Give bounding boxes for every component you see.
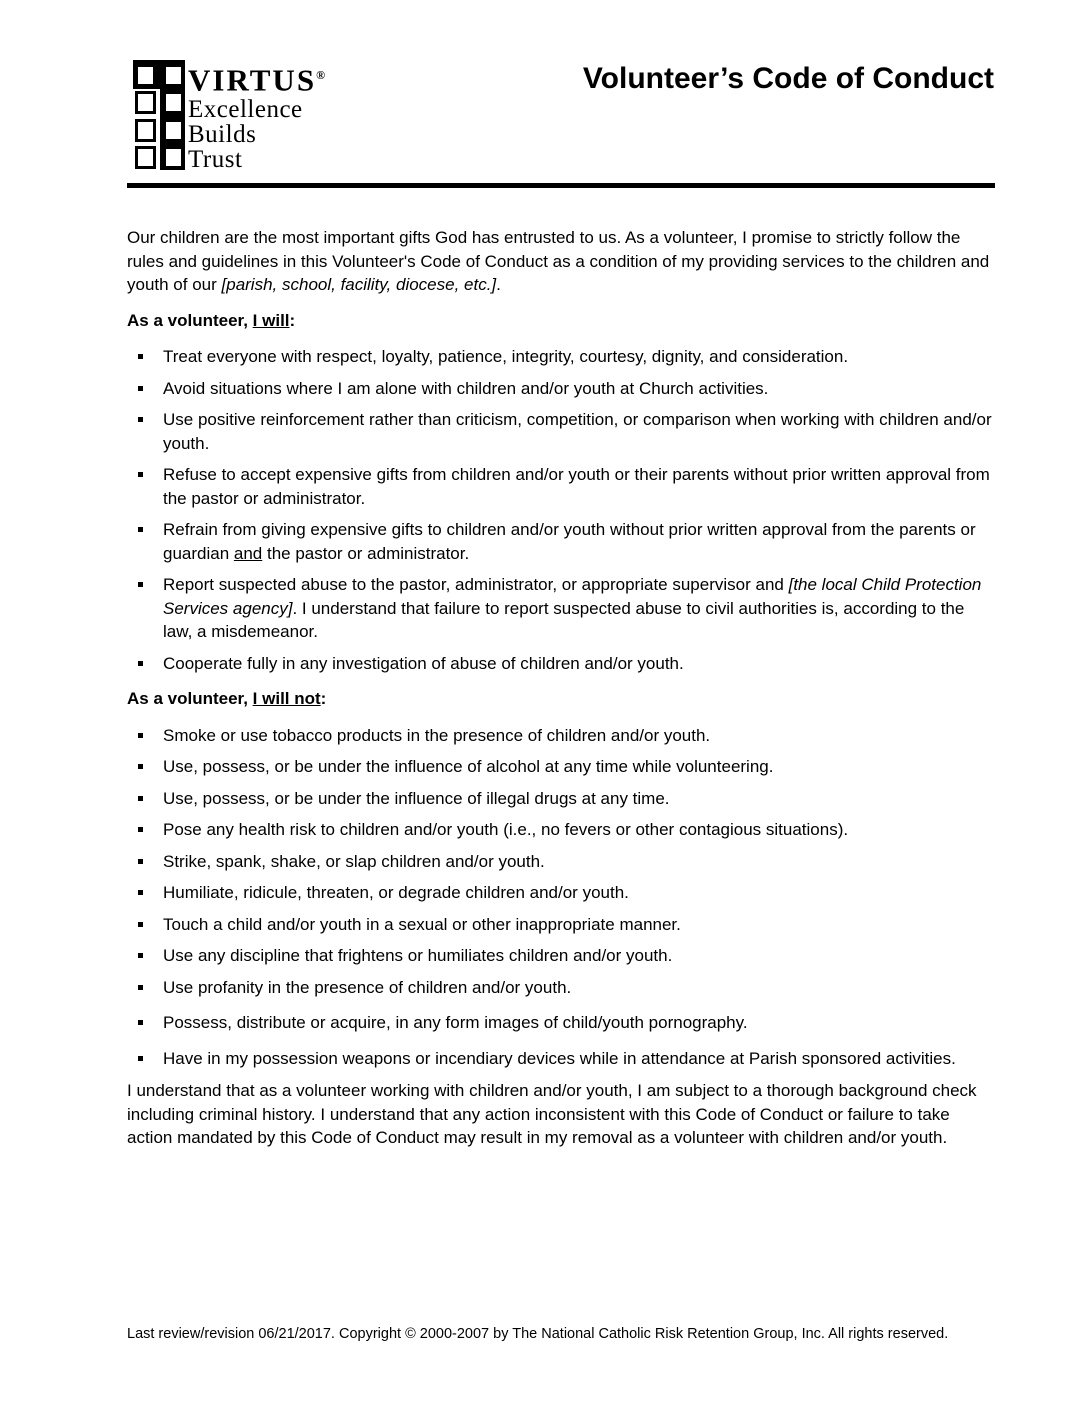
virtus-cross-icon — [133, 60, 185, 170]
bullet-item — [127, 1011, 993, 1035]
italic-text: [the local Child Protection Services agency] — [163, 575, 982, 618]
cross-square — [163, 119, 184, 142]
bullet-item — [127, 976, 993, 1000]
bullet-item — [127, 755, 993, 779]
virtus-brand-name — [188, 58, 325, 97]
code-section — [127, 687, 993, 1070]
cross-square — [163, 64, 184, 87]
text-segment: Use any discipline that frightens or humiliates children and/or youth. — [163, 946, 673, 965]
text-segment: the pastor or administrator. — [262, 543, 470, 563]
text-segment: Cooperate fully in any investigation of abuse of children and/or youth. — [163, 653, 684, 673]
bullet-item — [127, 463, 993, 510]
text-segment: Report suspected abuse to the pastor, administrator, or appropriate supervisor and — [163, 575, 789, 594]
underlined-text: and — [233, 543, 263, 563]
intro-paragraph — [127, 226, 993, 297]
text-segment: As a volunteer, — [127, 689, 253, 708]
text-segment: Refuse to accept expensive gifts from children and/or youth or their parents without prior written approval from the pastor or administrator. — [163, 465, 990, 508]
bullet-item — [127, 408, 993, 455]
virtus-logo — [188, 58, 325, 172]
text-segment: Avoid situations where I am alone with children and/or youth at Church activities. — [163, 378, 769, 398]
section-heading — [127, 309, 993, 333]
text-segment: Have in my possession weapons or incendiary devices while in attendance at Parish sponsored activities. — [163, 1048, 956, 1068]
page-title: Volunteer’s Code of Conduct — [582, 62, 994, 95]
header-rule — [127, 183, 995, 188]
text-segment: As a volunteer, — [127, 310, 253, 330]
logo-tagline-line: Trust — [188, 146, 243, 174]
closing-paragraph: I understand that as a volunteer working with children and/or youth, I am subject to a thorough background check including criminal history. I understand that any action inconsistent with this Code of Conduct or failure to take action mandated by this Code of Conduct may result in my removal as a volunteer with children and/or youth. — [127, 1081, 977, 1147]
text-segment: Possess, distribute or acquire, in any form images of child/youth pornography. — [163, 1013, 748, 1032]
cross-square — [163, 91, 184, 114]
text-segment: Treat everyone with respect, loyalty, patience, integrity, courtesy, dignity, and consideration. — [163, 347, 849, 366]
brand-text: VIRTUS — [188, 62, 317, 98]
text-segment: Use, possess, or be under the influence of alcohol at any time while volunteering. — [163, 757, 774, 776]
text-segment: Use positive reinforcement rather than criticism, competition, or comparison when working with children and/or youth. — [163, 410, 992, 453]
text-segment: Use, possess, or be under the influence of illegal drugs at any time. — [163, 788, 670, 808]
text-segment: Humiliate, ridicule, threaten, or degrade children and/or youth. — [163, 883, 629, 902]
text-segment: Smoke or use tobacco products in the presence of children and/or youth. — [163, 725, 711, 745]
text-segment: Touch a child and/or youth in a sexual or other inappropriate manner. — [163, 914, 681, 934]
document-body — [127, 226, 993, 1150]
cross-square — [163, 146, 184, 169]
bullet-item — [127, 518, 993, 565]
underlined-text: I will not — [252, 689, 321, 708]
bullet-item — [127, 944, 993, 968]
text-segment: Pose any health risk to children and/or youth (i.e., no fevers or other contagious situations). — [163, 820, 849, 839]
bullet-item — [127, 1047, 993, 1071]
registered-trademark-mark: ® — [316, 68, 326, 82]
bullet-item — [127, 881, 993, 905]
cross-square — [135, 64, 156, 87]
text-segment: Our children are the most important gifts God has entrusted to us. As a volunteer, I promise to strictly follow the rules and guidelines in this Volunteer's Code of Conduct as a condition of my providing services to the children and youth of our — [127, 228, 990, 294]
logo-tagline-line: Builds — [188, 121, 257, 149]
cross-square — [135, 146, 156, 169]
text-segment: : — [320, 689, 327, 708]
bullet-list — [127, 345, 993, 675]
section-heading — [127, 687, 993, 711]
cross-square — [135, 119, 156, 142]
bullet-item — [127, 724, 993, 748]
footer-note: Last review/revision 06/21/2017. Copyright © 2000-2007 by The National Catholic Risk Retention Group, Inc. All rights reserved. — [127, 1326, 949, 1342]
text-segment: Refrain from giving expensive gifts to children and/or youth without prior written approval from the parents or guardian — [163, 520, 976, 563]
italic-text: [parish, school, facility, diocese, etc.] — [221, 275, 497, 294]
underlined-text: I will — [252, 310, 290, 330]
bullet-item — [127, 913, 993, 937]
bullet-item — [127, 573, 993, 644]
bullet-list — [127, 724, 993, 1071]
bullet-item — [127, 377, 993, 401]
text-segment: . I understand that failure to report suspected abuse to civil authorities is, according to the law, a misdemeanor. — [163, 598, 965, 641]
bullet-item — [127, 345, 993, 369]
bullet-item — [127, 787, 993, 811]
text-segment: Strike, spank, shake, or slap children and/or youth. — [163, 851, 545, 871]
text-segment: Use profanity in the presence of children and/or youth. — [163, 977, 572, 997]
cross-square — [135, 91, 156, 114]
text-segment: . — [496, 275, 501, 294]
bullet-item — [127, 652, 993, 676]
logo-tagline-line: Excellence — [188, 96, 303, 124]
text-segment: : — [289, 310, 296, 330]
bullet-item — [127, 850, 993, 874]
bullet-item — [127, 818, 993, 842]
sections — [127, 309, 993, 1071]
code-section — [127, 309, 993, 676]
